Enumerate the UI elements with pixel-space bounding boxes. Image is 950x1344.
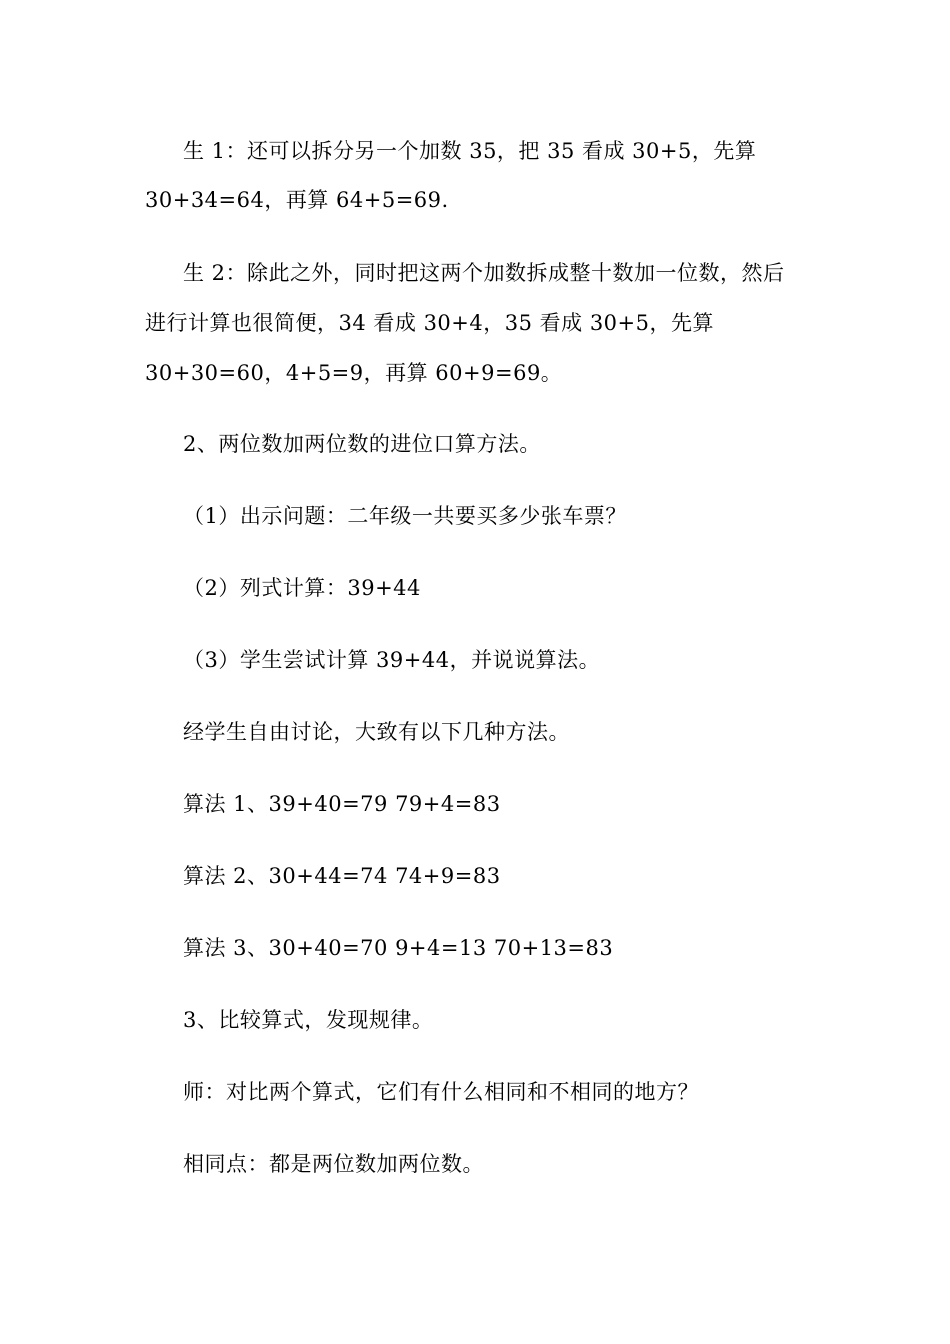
paragraph-student2-line3: 30+30=60，4+5=9，再算 60+9=69。: [145, 361, 563, 385]
paragraph-student1-line1: 生 1：还可以拆分另一个加数 35，把 35 看成 30+5，先算: [183, 139, 757, 163]
similarity-text: 相同点：都是两位数加两位数。: [183, 1152, 484, 1176]
paragraph-student2-line2: 进行计算也很简便，34 看成 30+4，35 看成 30+5，先算: [145, 311, 714, 335]
section-heading-2: 2、两位数加两位数的进位口算方法。: [183, 432, 541, 456]
step-3: （3）学生尝试计算 39+44，并说说算法。: [183, 648, 601, 672]
method-2: 算法 2、30+44=74 74+9=83: [183, 864, 501, 888]
paragraph-student2-line1: 生 2：除此之外，同时把这两个加数拆成整十数加一位数，然后: [183, 261, 785, 285]
method-1: 算法 1、39+40=79 79+4=83: [183, 792, 501, 816]
teacher-question: 师：对比两个算式，它们有什么相同和不相同的地方？: [183, 1080, 699, 1104]
step-1: （1）出示问题：二年级一共要买多少张车票？: [183, 504, 627, 528]
step-2: （2）列式计算：39+44: [183, 576, 421, 600]
paragraph-student1-line2: 30+34=64，再算 64+5=69.: [145, 188, 449, 212]
method-3: 算法 3、30+40=70 9+4=13 70+13=83: [183, 936, 614, 960]
section-heading-3: 3、比较算式，发现规律。: [183, 1008, 434, 1032]
discussion-text: 经学生自由讨论，大致有以下几种方法。: [183, 720, 570, 744]
